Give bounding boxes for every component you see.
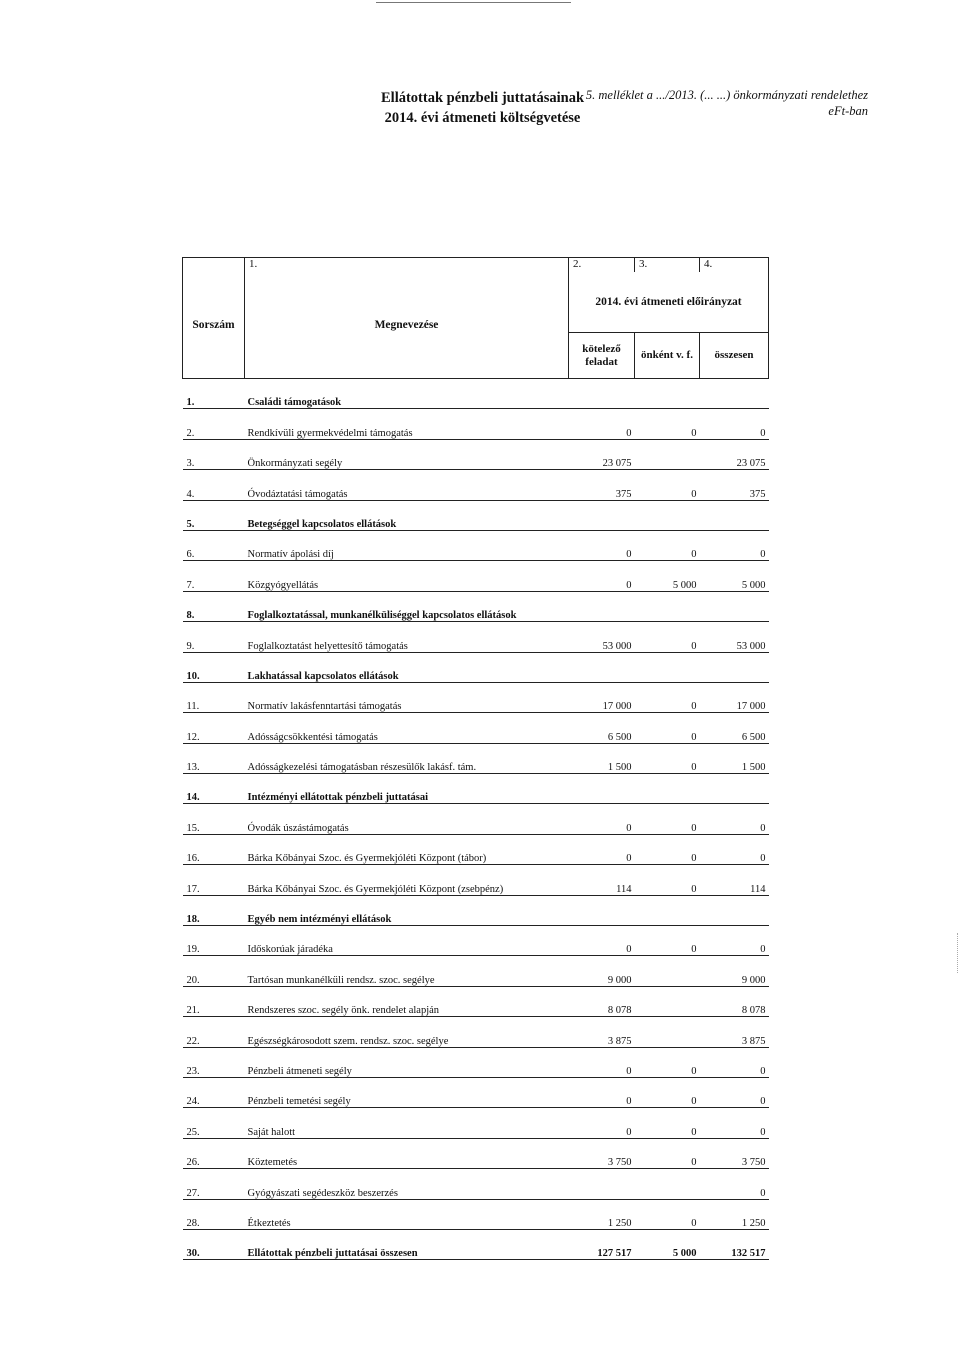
row-kotelezo-value: 17 000 bbox=[569, 682, 635, 712]
row-osszesen-value: 23 075 bbox=[700, 439, 769, 469]
table-row bbox=[183, 591, 769, 621]
row-name: Óvodák úszástámogatás bbox=[245, 804, 569, 834]
header-kotelezo bbox=[569, 333, 635, 379]
row-onkent-value bbox=[635, 439, 700, 469]
row-osszesen-value: 132 517 bbox=[700, 1229, 769, 1259]
row-osszesen-value: 5 000 bbox=[700, 561, 769, 591]
row-osszesen-value bbox=[700, 379, 769, 409]
unit-label: eFt-ban bbox=[828, 104, 868, 118]
col-number-1: 1. bbox=[245, 258, 569, 273]
table-row bbox=[183, 379, 769, 409]
row-name: Étkeztetés bbox=[245, 1199, 569, 1229]
row-osszesen-value: 17 000 bbox=[700, 682, 769, 712]
row-number: 22. bbox=[183, 1017, 245, 1047]
row-name: Időskorúak járadéka bbox=[245, 926, 569, 956]
row-kotelezo-value: 0 bbox=[569, 804, 635, 834]
row-number: 27. bbox=[183, 1169, 245, 1199]
header-row-group bbox=[183, 272, 769, 333]
row-osszesen-value: 3 875 bbox=[700, 1017, 769, 1047]
table-row bbox=[183, 956, 769, 986]
row-kotelezo-value: 114 bbox=[569, 865, 635, 895]
row-kotelezo-value: 0 bbox=[569, 834, 635, 864]
table-row bbox=[183, 409, 769, 439]
header-megnevezes: Megnevezése bbox=[245, 272, 569, 379]
budget-table bbox=[182, 257, 769, 1260]
row-kotelezo-value: 53 000 bbox=[569, 622, 635, 652]
table-row bbox=[183, 1047, 769, 1077]
row-name: Normatív lakásfenntartási támogatás bbox=[245, 682, 569, 712]
row-onkent-value: 0 bbox=[635, 1108, 700, 1138]
row-kotelezo-value: 3 875 bbox=[569, 1017, 635, 1047]
row-onkent-value: 5 000 bbox=[635, 561, 700, 591]
row-number: 5. bbox=[183, 500, 245, 530]
row-onkent-value: 0 bbox=[635, 743, 700, 773]
row-name: Önkormányzati segély bbox=[245, 439, 569, 469]
row-number: 13. bbox=[183, 743, 245, 773]
row-kotelezo-value: 0 bbox=[569, 1047, 635, 1077]
table-row bbox=[183, 1077, 769, 1107]
row-onkent-value: 5 000 bbox=[635, 1229, 700, 1259]
row-onkent-value: 0 bbox=[635, 530, 700, 560]
row-name: Bárka Kőbányai Szoc. és Gyermekjóléti Központ (tábor) bbox=[245, 834, 569, 864]
col-number-2: 2. bbox=[569, 258, 635, 273]
row-onkent-value: 0 bbox=[635, 926, 700, 956]
row-onkent-value bbox=[635, 591, 700, 621]
row-name: Intézményi ellátottak pénzbeli juttatásai bbox=[245, 774, 569, 804]
row-kotelezo-value: 8 078 bbox=[569, 986, 635, 1016]
row-kotelezo-value: 0 bbox=[569, 1077, 635, 1107]
row-onkent-value: 0 bbox=[635, 1077, 700, 1107]
header-kotelezo-line1: kötelező bbox=[582, 342, 621, 355]
table-row bbox=[183, 1138, 769, 1168]
row-onkent-value: 0 bbox=[635, 682, 700, 712]
row-number: 6. bbox=[183, 530, 245, 560]
row-name: Ellátottak pénzbeli juttatásai összesen bbox=[245, 1229, 569, 1259]
table-row bbox=[183, 1108, 769, 1138]
row-number: 25. bbox=[183, 1108, 245, 1138]
column-number-row bbox=[183, 258, 769, 273]
row-osszesen-value: 1 250 bbox=[700, 1199, 769, 1229]
col-number-4: 4. bbox=[700, 258, 769, 273]
document-title bbox=[381, 88, 584, 128]
row-osszesen-value: 0 bbox=[700, 1077, 769, 1107]
row-name: Normatív ápolási díj bbox=[245, 530, 569, 560]
row-onkent-value: 0 bbox=[635, 804, 700, 834]
row-number: 2. bbox=[183, 409, 245, 439]
row-name: Foglalkoztatással, munkanélküliséggel kapcsolatos ellátások bbox=[245, 591, 569, 621]
row-name: Saját halott bbox=[245, 1108, 569, 1138]
row-osszesen-value: 1 500 bbox=[700, 743, 769, 773]
row-number: 8. bbox=[183, 591, 245, 621]
row-kotelezo-value: 1 250 bbox=[569, 1199, 635, 1229]
row-osszesen-value: 6 500 bbox=[700, 713, 769, 743]
row-osszesen-value: 0 bbox=[700, 834, 769, 864]
row-kotelezo-value: 6 500 bbox=[569, 713, 635, 743]
row-name: Köztemetés bbox=[245, 1138, 569, 1168]
row-name: Lakhatással kapcsolatos ellátások bbox=[245, 652, 569, 682]
row-onkent-value: 0 bbox=[635, 622, 700, 652]
header-group: 2014. évi átmeneti előirányzat bbox=[569, 272, 769, 333]
row-onkent-value: 0 bbox=[635, 1199, 700, 1229]
header-onkent: önként v. f. bbox=[635, 333, 700, 379]
row-kotelezo-value: 0 bbox=[569, 409, 635, 439]
row-osszesen-value: 8 078 bbox=[700, 986, 769, 1016]
row-osszesen-value: 3 750 bbox=[700, 1138, 769, 1168]
row-onkent-value: 0 bbox=[635, 470, 700, 500]
scan-artifact-line bbox=[376, 2, 571, 3]
row-name: Pénzbeli temetési segély bbox=[245, 1077, 569, 1107]
annex-line: 5. melléklet a .../2013. (... ...) önkormányzati rendelethez bbox=[585, 88, 868, 102]
table-row bbox=[183, 713, 769, 743]
header-osszesen: összesen bbox=[700, 333, 769, 379]
row-number: 18. bbox=[183, 895, 245, 925]
row-onkent-value: 0 bbox=[635, 409, 700, 439]
row-number: 14. bbox=[183, 774, 245, 804]
table-row bbox=[183, 865, 769, 895]
row-osszesen-value bbox=[700, 591, 769, 621]
row-number: 3. bbox=[183, 439, 245, 469]
row-name: Egészségkárosodott szem. rendsz. szoc. segélye bbox=[245, 1017, 569, 1047]
table-row bbox=[183, 682, 769, 712]
row-osszesen-value: 9 000 bbox=[700, 956, 769, 986]
row-osszesen-value: 0 bbox=[700, 1108, 769, 1138]
row-number: 4. bbox=[183, 470, 245, 500]
header-kotelezo-line2: feladat bbox=[585, 355, 618, 368]
table-row bbox=[183, 1017, 769, 1047]
title-line-2: 2014. évi átmeneti költségvetése bbox=[384, 110, 581, 126]
scan-edge-artifact bbox=[955, 933, 958, 973]
row-name: Gyógyászati segédeszköz beszerzés bbox=[245, 1169, 569, 1199]
row-name: Rendszeres szoc. segély önk. rendelet alapján bbox=[245, 986, 569, 1016]
row-number: 26. bbox=[183, 1138, 245, 1168]
row-name: Egyéb nem intézményi ellátások bbox=[245, 895, 569, 925]
row-osszesen-value bbox=[700, 652, 769, 682]
row-kotelezo-value: 1 500 bbox=[569, 743, 635, 773]
table-row bbox=[183, 895, 769, 925]
table-row bbox=[183, 470, 769, 500]
row-osszesen-value: 375 bbox=[700, 470, 769, 500]
row-kotelezo-value bbox=[569, 1169, 635, 1199]
row-kotelezo-value: 23 075 bbox=[569, 439, 635, 469]
row-osszesen-value bbox=[700, 774, 769, 804]
row-onkent-value bbox=[635, 379, 700, 409]
row-kotelezo-value: 0 bbox=[569, 926, 635, 956]
row-onkent-value bbox=[635, 1017, 700, 1047]
row-number: 20. bbox=[183, 956, 245, 986]
row-number: 28. bbox=[183, 1199, 245, 1229]
row-number: 24. bbox=[183, 1077, 245, 1107]
row-number: 21. bbox=[183, 986, 245, 1016]
row-number: 23. bbox=[183, 1047, 245, 1077]
row-onkent-value: 0 bbox=[635, 713, 700, 743]
row-name: Foglalkoztatást helyettesítő támogatás bbox=[245, 622, 569, 652]
row-name: Közgyógyellátás bbox=[245, 561, 569, 591]
row-osszesen-value: 0 bbox=[700, 1047, 769, 1077]
table-row bbox=[183, 834, 769, 864]
table-row bbox=[183, 1169, 769, 1199]
row-name: Betegséggel kapcsolatos ellátások bbox=[245, 500, 569, 530]
row-onkent-value bbox=[635, 774, 700, 804]
table-row bbox=[183, 622, 769, 652]
row-osszesen-value: 0 bbox=[700, 926, 769, 956]
col-number-3: 3. bbox=[635, 258, 700, 273]
row-number: 10. bbox=[183, 652, 245, 682]
row-osszesen-value: 53 000 bbox=[700, 622, 769, 652]
table-row bbox=[183, 561, 769, 591]
row-onkent-value: 0 bbox=[635, 834, 700, 864]
row-onkent-value: 0 bbox=[635, 1047, 700, 1077]
row-kotelezo-value: 375 bbox=[569, 470, 635, 500]
row-kotelezo-value bbox=[569, 895, 635, 925]
table-row bbox=[183, 804, 769, 834]
table-row bbox=[183, 500, 769, 530]
table-row bbox=[183, 743, 769, 773]
row-number: 19. bbox=[183, 926, 245, 956]
row-kotelezo-value bbox=[569, 379, 635, 409]
row-onkent-value bbox=[635, 652, 700, 682]
row-osszesen-value bbox=[700, 500, 769, 530]
row-name: Bárka Kőbányai Szoc. és Gyermekjóléti Központ (zsebpénz) bbox=[245, 865, 569, 895]
row-osszesen-value: 0 bbox=[700, 409, 769, 439]
table-row bbox=[183, 530, 769, 560]
row-name: Óvodáztatási támogatás bbox=[245, 470, 569, 500]
row-number: 17. bbox=[183, 865, 245, 895]
row-kotelezo-value: 127 517 bbox=[569, 1229, 635, 1259]
row-osszesen-value: 0 bbox=[700, 530, 769, 560]
row-kotelezo-value bbox=[569, 652, 635, 682]
row-kotelezo-value bbox=[569, 774, 635, 804]
total-row bbox=[183, 1229, 769, 1259]
table-row bbox=[183, 1199, 769, 1229]
row-onkent-value bbox=[635, 500, 700, 530]
row-kotelezo-value: 0 bbox=[569, 530, 635, 560]
row-name: Tartósan munkanélküli rendsz. szoc. segélye bbox=[245, 956, 569, 986]
row-onkent-value bbox=[635, 956, 700, 986]
row-onkent-value bbox=[635, 1169, 700, 1199]
table-row bbox=[183, 926, 769, 956]
annex-reference bbox=[586, 87, 868, 119]
row-kotelezo-value bbox=[569, 500, 635, 530]
row-osszesen-value: 0 bbox=[700, 804, 769, 834]
row-name: Családi támogatások bbox=[245, 379, 569, 409]
row-osszesen-value: 114 bbox=[700, 865, 769, 895]
title-line-1: Ellátottak pénzbeli juttatásainak bbox=[381, 90, 585, 106]
table-row bbox=[183, 774, 769, 804]
row-number: 16. bbox=[183, 834, 245, 864]
row-onkent-value: 0 bbox=[635, 1138, 700, 1168]
row-number: 7. bbox=[183, 561, 245, 591]
row-kotelezo-value: 3 750 bbox=[569, 1138, 635, 1168]
table-row bbox=[183, 439, 769, 469]
row-number: 30. bbox=[183, 1229, 245, 1259]
row-name: Adósságkezelési támogatásban részesülők lakásf. tám. bbox=[245, 743, 569, 773]
row-onkent-value bbox=[635, 986, 700, 1016]
row-number: 15. bbox=[183, 804, 245, 834]
header-sorszam: Sorszám bbox=[183, 272, 245, 379]
row-number: 1. bbox=[183, 379, 245, 409]
row-onkent-value: 0 bbox=[635, 865, 700, 895]
row-number: 11. bbox=[183, 682, 245, 712]
row-number: 9. bbox=[183, 622, 245, 652]
row-kotelezo-value: 0 bbox=[569, 1108, 635, 1138]
row-name: Rendkívüli gyermekvédelmi támogatás bbox=[245, 409, 569, 439]
row-onkent-value bbox=[635, 895, 700, 925]
row-name: Adósságcsökkentési támogatás bbox=[245, 713, 569, 743]
table-row bbox=[183, 652, 769, 682]
table-row bbox=[183, 986, 769, 1016]
row-kotelezo-value: 0 bbox=[569, 561, 635, 591]
row-name: Pénzbeli átmeneti segély bbox=[245, 1047, 569, 1077]
row-kotelezo-value: 9 000 bbox=[569, 956, 635, 986]
row-osszesen-value bbox=[700, 895, 769, 925]
row-kotelezo-value bbox=[569, 591, 635, 621]
row-number: 12. bbox=[183, 713, 245, 743]
row-osszesen-value: 0 bbox=[700, 1169, 769, 1199]
